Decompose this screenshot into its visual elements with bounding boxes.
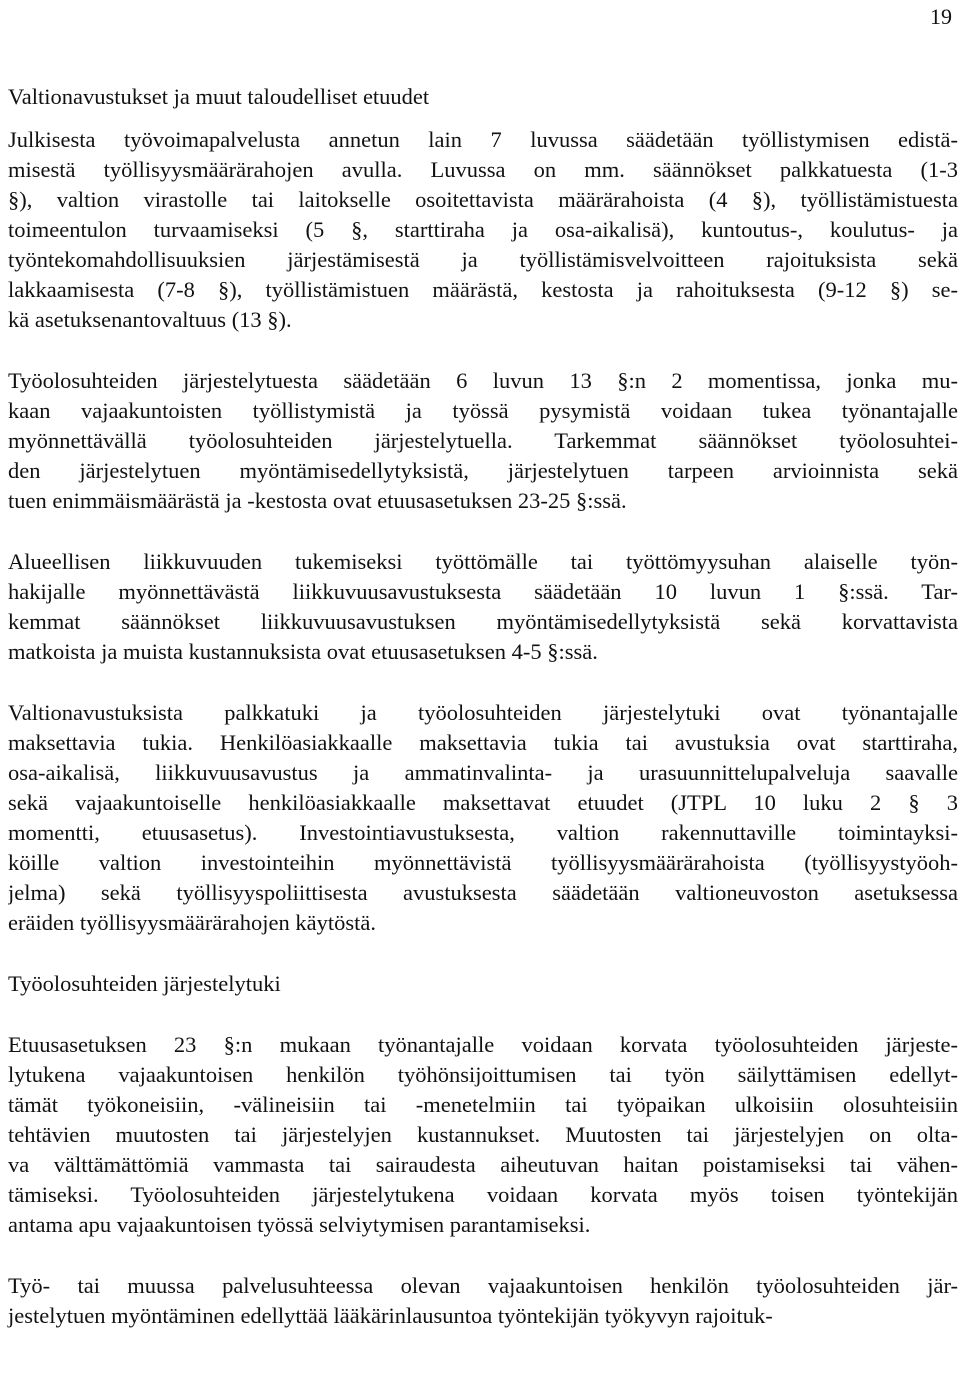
paragraph-line: antama apu vajaakuntoisen työssä selviytymisen parantamiseksi. [8, 1212, 591, 1237]
paragraph-line: tuen enimmäismäärästä ja -kestosta ovat etuusasetuksen 23-25 §:ssä. [8, 488, 627, 513]
paragraph [8, 698, 958, 938]
page-number: 19 [930, 4, 952, 29]
paragraph-line: hakijalle myönnettävästä liikkuvuusavustuksesta säädetään 10 luvun 1 §:ssä. Tar- [8, 579, 958, 604]
section-heading [8, 969, 958, 999]
paragraph-line: eräiden työllisyysmäärärahojen käytöstä. [8, 910, 376, 935]
paragraph-spacer [8, 335, 958, 366]
paragraph-line: maksettavia tukia. Henkilöasiakkaalle maksettavia tukia tai avustuksia ovat starttiraha, [8, 730, 958, 755]
heading-text: Työolosuhteiden järjestelytuki [8, 971, 281, 996]
paragraph-spacer [8, 1240, 958, 1271]
heading-text: Valtionavustukset ja muut taloudelliset etuudet [8, 84, 430, 109]
paragraph-spacer [8, 516, 958, 547]
paragraph-line: momentti, etuusasetus). Investointiavustuksesta, valtion rakennuttaville toimintayksi- [8, 820, 958, 845]
paragraph-line: jestelytuen myöntäminen edellyttää lääkärinlausuntoa työntekijän työkyvyn rajoituk- [8, 1303, 773, 1328]
paragraph-spacer [8, 999, 958, 1030]
paragraph-line: §), valtion virastolle tai laitokselle osoitettavista määrärahoista (4 §), työllistämistuesta [8, 187, 958, 212]
paragraph-line: työntekomahdollisuuksien järjestämisestä ja työllistämisvelvoitteen rajoituksista sekä [8, 247, 958, 272]
paragraph-line: Etuusasetuksen 23 §:n mukaan työnantajalle voidaan korvata työolosuhteiden järjeste- [8, 1032, 958, 1057]
paragraph [8, 1030, 958, 1240]
paragraph-line: Työ- tai muussa palvelusuhteessa olevan vajaakuntoisen henkilön työolosuhteiden jär- [8, 1273, 958, 1298]
paragraph-line: jelma) sekä työllisyyspoliittisesta avustuksesta säädetään valtioneuvoston asetuksessa [8, 880, 958, 905]
paragraph [8, 1271, 958, 1331]
paragraph [8, 547, 958, 667]
paragraph [8, 125, 958, 335]
paragraph-line: köille valtion investointeihin myönnettävistä työllisyysmäärärahoista (työllisyystyöoh- [8, 850, 958, 875]
paragraph-line: sekä vajaakuntoiselle henkilöasiakkaalle maksettavat etuudet (JTPL 10 luku 2 § 3 [8, 790, 958, 815]
paragraph-line: misestä työllisyysmäärärahojen avulla. Luvussa on mm. säännökset palkkatuesta (1-3 [8, 157, 958, 182]
paragraph-line: va välttämättömiä vammasta tai sairaudesta aiheutuvan haitan poistamiseksi tai vähen- [8, 1152, 958, 1177]
paragraph-line: osa-aikalisä, liikkuvuusavustus ja ammatinvalinta- ja urasuunnittelupalveluja saavalle [8, 760, 958, 785]
paragraph-line: kemmat säännökset liikkuvuusavustuksen myöntämisedellytyksistä sekä korvattavista [8, 609, 958, 634]
paragraph-line: tämät työkoneisiin, -välineisiin tai -menetelmiin tai työpaikan ulkoisiin olosuhteisiin [8, 1092, 958, 1117]
paragraph-line: kä asetuksenantovaltuus (13 §). [8, 307, 292, 332]
paragraph-line: matkoista ja muista kustannuksista ovat etuusasetuksen 4-5 §:ssä. [8, 639, 598, 664]
paragraph-line: Alueellisen liikkuvuuden tukemiseksi työttömälle tai työttömyysuhan alaiselle työn- [8, 549, 958, 574]
paragraph [8, 366, 958, 516]
paragraph-line: myönnettävällä työolosuhteiden järjestelytuella. Tarkemmat säännökset työolosuhtei- [8, 428, 958, 453]
paragraph-line: kaan vajaakuntoisten työllistymistä ja työssä pysymistä voidaan tukea työnantajalle [8, 398, 958, 423]
paragraph-line: lytukena vajaakuntoisen henkilön työhönsijoittumisen tai työn säilyttämisen edellyt- [8, 1062, 958, 1087]
paragraph-line: tehtävien muutosten tai järjestelyjen kustannukset. Muutosten tai järjestelyjen on olta- [8, 1122, 958, 1147]
document-body [8, 82, 958, 1331]
paragraph-spacer [8, 667, 958, 698]
paragraph-spacer [8, 938, 958, 969]
paragraph-line: Valtionavustuksista palkkatuki ja työolosuhteiden järjestelytuki ovat työnantajalle [8, 700, 958, 725]
paragraph-line: toimeentulon turvaamiseksi (5 §, starttiraha ja osa-aikalisä), kuntoutus-, koulutus- ja [8, 217, 958, 242]
heading-spacer [8, 112, 958, 125]
paragraph-line: den järjestelytuen myöntämisedellytyksistä, järjestelytuen tarpeen arvioinnista sekä [8, 458, 958, 483]
paragraph-line: tämiseksi. Työolosuhteiden järjestelytukena voidaan korvata myös toisen työntekijän [8, 1182, 958, 1207]
section-heading [8, 82, 958, 112]
paragraph-line: Työolosuhteiden järjestelytuesta säädetään 6 luvun 13 §:n 2 momentissa, jonka mu- [8, 368, 958, 393]
paragraph-line: lakkaamisesta (7-8 §), työllistämistuen määrästä, kestosta ja rahoituksesta (9-12 §) se- [8, 277, 958, 302]
paragraph-line: Julkisesta työvoimapalvelusta annetun lain 7 luvussa säädetään työllistymisen edistä- [8, 127, 958, 152]
